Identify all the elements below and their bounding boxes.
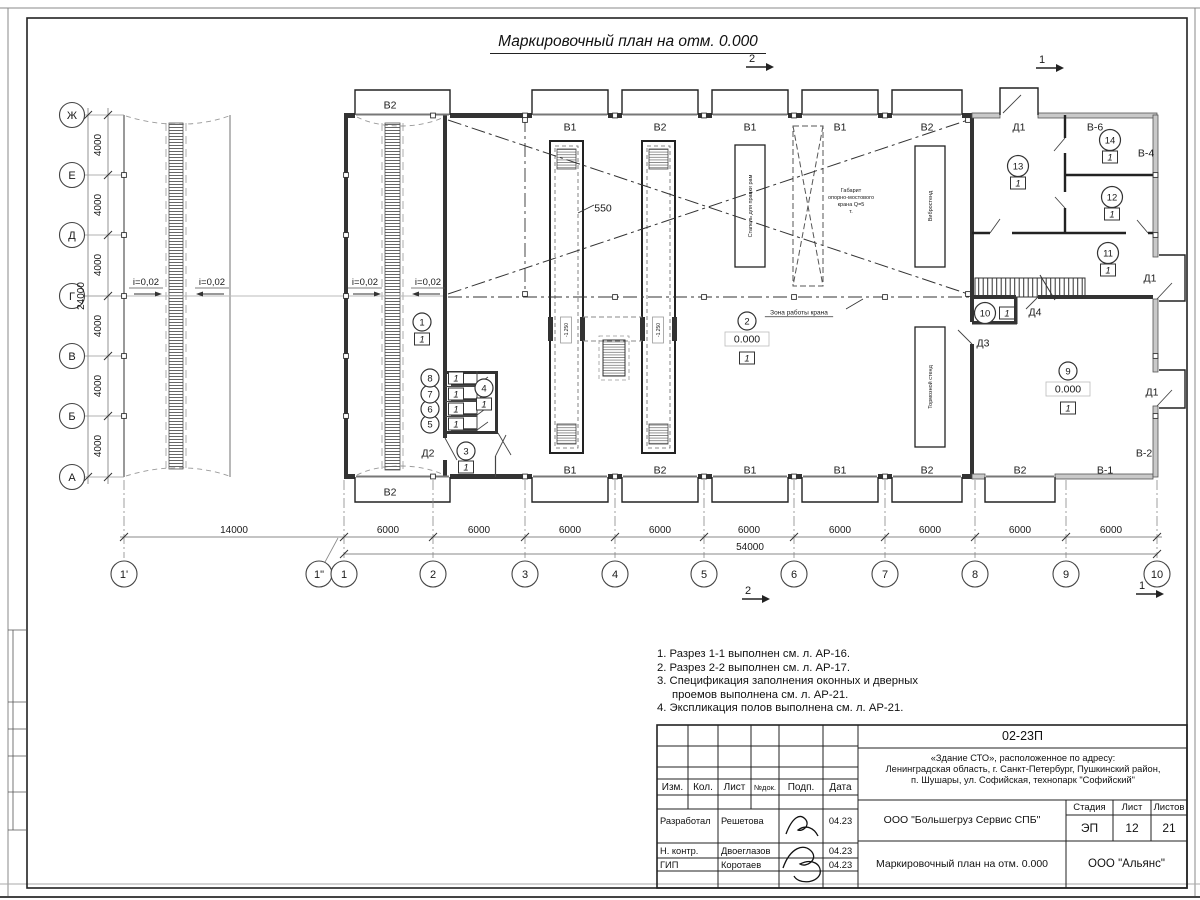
dim-label: 6000 [376, 525, 400, 536]
grid-bubbles-rows [60, 103, 125, 490]
floor-type-value: 1 [744, 353, 750, 365]
staircase [975, 275, 1085, 300]
label-text: Зона работы крана [770, 309, 828, 317]
door-vestibules [1159, 255, 1185, 408]
room-number: 5 [427, 419, 433, 431]
col-bubble-label: 10 [1150, 569, 1164, 581]
column-marker [966, 292, 971, 297]
plan-label [1029, 307, 1042, 319]
label-text: В1 [743, 121, 757, 134]
label-text: В1 [833, 121, 847, 134]
col-list: Лист [723, 781, 746, 793]
column-marker [523, 118, 528, 123]
dim-label: 6000 [467, 525, 491, 536]
plan-label [765, 308, 833, 317]
address-line: «Здание СТО», расположенное по адресу: [930, 753, 1116, 763]
column-marker [792, 295, 797, 300]
column-marker [122, 414, 127, 419]
section-mark-arrow [1056, 64, 1064, 72]
row-bubble-label: Ж [66, 109, 78, 122]
row-bubble-label: Г [69, 290, 75, 303]
row-role: Н. контр. [660, 845, 699, 856]
floor-type-value: 1 [1105, 265, 1111, 277]
room-number: 6 [427, 404, 433, 416]
label-text: 550 [594, 202, 612, 215]
room-number: 8 [427, 373, 433, 385]
note-line: 2. Разрез 2-2 выполнен см. л. АР-17. [657, 661, 851, 674]
divider-wall [970, 344, 974, 477]
label-text: В2 [383, 486, 397, 499]
row-date: 04.23 [828, 859, 853, 870]
dim-label: 4000 [93, 193, 104, 217]
room-number: 13 [1012, 161, 1024, 173]
plan-label [594, 203, 612, 215]
dim-label: 6000 [558, 525, 582, 536]
room-number: 7 [427, 389, 433, 401]
grid-lines [85, 108, 1162, 554]
label-text: В-6 [1086, 121, 1104, 134]
section-mark-number: 1 [1038, 54, 1046, 66]
label-text: В2 [653, 121, 667, 134]
crane-zone [448, 118, 970, 309]
column-marker [344, 233, 349, 238]
sheets-value: 21 [1162, 820, 1176, 835]
plan-label [384, 487, 397, 499]
slope-label: i=0,02 [351, 277, 379, 288]
label-text: В1 [833, 464, 847, 477]
slope-label: i=0,02 [198, 277, 226, 288]
plan-label [1136, 448, 1153, 460]
floor-type-value: 1 [1107, 152, 1113, 164]
plan-label [1014, 465, 1027, 477]
dim-label: 4000 [93, 253, 104, 277]
row-bubble-label: В [68, 350, 76, 363]
col-izm: Изм. [661, 781, 684, 793]
plan-label [561, 317, 572, 343]
row-name: Коротаев [721, 859, 762, 870]
sheet-label: Лист [1121, 802, 1143, 813]
dim-label: 4000 [93, 374, 104, 398]
dim-550-leader [578, 205, 594, 213]
dim-label: 4000 [93, 314, 104, 338]
floor-type-value: 1 [1004, 308, 1010, 320]
dim-label: 6000 [918, 525, 942, 536]
dim-label: 6000 [1099, 525, 1123, 536]
column-marker [966, 118, 971, 123]
label-text: В-2 [1135, 447, 1153, 460]
column-marker [792, 474, 797, 479]
room-number: 4 [481, 383, 487, 395]
label-text: В2 [383, 99, 397, 112]
room-number: 3 [463, 446, 469, 458]
ramp-guides [166, 123, 403, 470]
plan-label [834, 465, 847, 477]
label-text: В1 [563, 464, 577, 477]
section-mark-arrow [1156, 590, 1164, 598]
dim-label: 4000 [93, 434, 104, 458]
title-block-grid [657, 725, 1187, 888]
plan-label [744, 122, 757, 134]
inner-frame [27, 18, 1187, 888]
label-text: Тормозной стенд [927, 365, 934, 409]
col-bubble-label: 2 [429, 569, 437, 581]
label-text: -1.250 [563, 322, 570, 338]
col-bubble-label: 7 [881, 569, 889, 581]
label-text: В1 [743, 464, 757, 477]
dim-label: 6000 [1008, 525, 1032, 536]
col-dok: №док. [754, 782, 776, 792]
stage-label: Стадия [1073, 802, 1106, 813]
signatures [783, 816, 820, 881]
col-bubble-label: 3 [521, 569, 529, 581]
label-text: Габарит опорно-мостового крана Q=5 т. [827, 188, 875, 215]
column-marker [344, 354, 349, 359]
plan-label [422, 448, 435, 460]
address-line: Ленинградская область, г. Санкт-Петербург, Пушкинский район, [885, 764, 1161, 774]
plan-label [977, 338, 990, 350]
floor-type-value: 1 [453, 389, 459, 401]
column-marker [1153, 414, 1158, 419]
row-bubble-label: Б [68, 410, 76, 423]
elevation-value: 0.000 [733, 333, 761, 346]
row-date: 04.23 [828, 845, 853, 856]
room-number: 14 [1104, 135, 1116, 147]
label-text: -1.250 [655, 322, 662, 338]
label-text: Д2 [421, 447, 435, 460]
label-text: В-4 [1137, 147, 1155, 160]
plan-label [744, 465, 757, 477]
door-leafs [1003, 95, 1172, 406]
plan-label [654, 465, 667, 477]
plan-label [1144, 273, 1157, 285]
plan-label [928, 190, 934, 221]
plan-label [921, 122, 934, 134]
label-text: В2 [653, 464, 667, 477]
dim-total-label: 54000 [736, 542, 764, 553]
column-marker [122, 294, 127, 299]
wall [443, 460, 447, 477]
note-line: 4. Экспликация полов выполнена см. л. АР-21. [657, 702, 904, 715]
ramp-hatch [385, 123, 400, 470]
column-marker [613, 295, 618, 300]
column-marker [702, 295, 707, 300]
elevation-value: 0.000 [1054, 383, 1082, 396]
column-marker [1153, 354, 1158, 359]
dim-label: 6000 [648, 525, 672, 536]
floor-type-value: 1 [453, 404, 459, 416]
note-line: 1. Разрез 1-1 выполнен см. л. АР-16. [657, 648, 851, 660]
floor-type-value: 1 [453, 373, 459, 385]
plan-label [1097, 465, 1114, 477]
plan-label [828, 188, 874, 215]
column-marker [344, 294, 349, 299]
row-name: Решетова [721, 815, 764, 826]
floor-type-value: 1 [481, 399, 487, 411]
col-bubble-label: 8 [971, 569, 979, 581]
floor-type-value: 1 [1109, 209, 1115, 221]
col-kol: Кол. [693, 781, 713, 793]
dim-label: 4000 [93, 133, 104, 157]
room-number: 2 [744, 316, 750, 328]
label-text: Д1 [1143, 272, 1157, 285]
floor-type-value: 1 [1065, 403, 1071, 415]
plan-label [564, 465, 577, 477]
column-marker [431, 474, 436, 479]
room-number: 10 [979, 308, 991, 320]
room-number: 11 [1103, 248, 1113, 260]
slope-label: i=0,02 [132, 277, 160, 288]
column-marker [523, 292, 528, 297]
plan-label [384, 100, 397, 112]
dim-label: 6000 [737, 525, 761, 536]
column-marker [523, 474, 528, 479]
signature-scribble [783, 847, 820, 882]
col-bubble-label: 1 [340, 569, 348, 581]
floor-type-value: 1 [463, 462, 469, 474]
column-marker [431, 113, 436, 118]
column-marker [1153, 233, 1158, 238]
doc-number: 02-23П [1002, 729, 1043, 743]
column-marker [792, 113, 797, 118]
sheets-label: Листов [1153, 802, 1185, 813]
plan-label [1087, 122, 1104, 134]
col-podp: Подп. [787, 781, 815, 793]
slope-label: i=0,02 [414, 277, 442, 288]
room-number: 1 [419, 317, 425, 329]
column-marker [122, 173, 127, 178]
col-bubble-label: 1' [119, 569, 129, 581]
plan-label [653, 317, 664, 343]
floor-type-value: 1 [1015, 178, 1021, 190]
dim-total-label: 24000 [76, 282, 87, 310]
dim-label: 6000 [828, 525, 852, 536]
org-name: ООО "Альянс" [1088, 858, 1165, 870]
signature-scribble [786, 816, 818, 836]
company-name: ООО "Большегруз Сервис СПБ" [883, 814, 1041, 826]
wall [443, 115, 447, 438]
row-bubble-label: Е [68, 169, 76, 182]
section-mark-arrow [762, 595, 770, 603]
dim-label: 14000 [220, 525, 248, 536]
plan-label [564, 122, 577, 134]
label-text: Стапель для правки рам [747, 174, 754, 238]
page-title: Маркировочный план на отм. 0.000 [418, 33, 838, 54]
label-text: Д1 [1012, 121, 1026, 134]
plan-label [927, 364, 934, 408]
label-text: В2 [920, 121, 934, 134]
divider-wall [970, 115, 974, 322]
col-bubble-label: 9 [1062, 569, 1070, 581]
label-text: В1 [563, 121, 577, 134]
col-axis-leader [325, 538, 338, 562]
section-mark-number: 1 [1138, 580, 1146, 592]
note-line: 3. Спецификация заполнения оконных и дверных [657, 675, 919, 688]
col-bubble-label: 5 [700, 569, 708, 581]
left-stamp-strip [8, 630, 27, 830]
column-marker [344, 414, 349, 419]
note-line: проемов выполнена см. л. АР-21. [672, 688, 849, 701]
plan-label [921, 465, 934, 477]
col-data: Дата [829, 781, 852, 793]
row-role: Разработал [660, 815, 711, 826]
section-mark-arrow [766, 63, 774, 71]
row-role: ГИП [660, 859, 679, 870]
row-bubble-label: Д [68, 229, 76, 242]
label-text: В2 [920, 464, 934, 477]
label-text: Д1 [1145, 386, 1159, 399]
col-bubble-label: 4 [611, 569, 619, 581]
column-marker [883, 113, 888, 118]
column-marker [702, 113, 707, 118]
floor-type-value: 1 [419, 334, 425, 346]
plan-label [834, 122, 847, 134]
plan-label [1013, 122, 1026, 134]
address-line: п. Шушары, ул. Софийская, технопарк "Софийский" [911, 775, 1135, 785]
column-marker [883, 474, 888, 479]
section-mark-number: 2 [744, 585, 752, 597]
column-marker [613, 474, 618, 479]
plan-label [1138, 148, 1155, 160]
plan-label [654, 122, 667, 134]
room-number: 9 [1065, 366, 1071, 378]
floor-type-value: 1 [453, 419, 459, 431]
zone-label-leader [846, 299, 863, 309]
column-marker [122, 354, 127, 359]
column-marker [613, 113, 618, 118]
column-marker [344, 173, 349, 178]
plan-label [1146, 387, 1159, 399]
row-date: 04.23 [828, 815, 853, 826]
column-marker [883, 295, 888, 300]
label-text: Вибростенд [927, 190, 934, 222]
col-bubble-label: 1" [313, 569, 325, 581]
section-mark-number: 2 [748, 53, 756, 65]
row-bubble-label: А [68, 471, 76, 484]
plan-label [748, 174, 754, 237]
drawing-title: Маркировочный план на отм. 0.000 [875, 858, 1049, 870]
column-marker [122, 233, 127, 238]
label-text: Д4 [1028, 306, 1042, 319]
col-bubble-label: 6 [790, 569, 798, 581]
plan-labels [384, 100, 1159, 499]
label-text: В-1 [1096, 464, 1114, 477]
row-name: Двоеглазов [721, 845, 771, 856]
column-marker [1153, 173, 1158, 178]
room-number: 12 [1106, 192, 1118, 204]
stage-value: ЭП [1080, 820, 1099, 835]
label-text: В2 [1013, 464, 1027, 477]
column-marker [702, 474, 707, 479]
sheet-value: 12 [1125, 820, 1139, 835]
label-text: Д3 [976, 337, 990, 350]
